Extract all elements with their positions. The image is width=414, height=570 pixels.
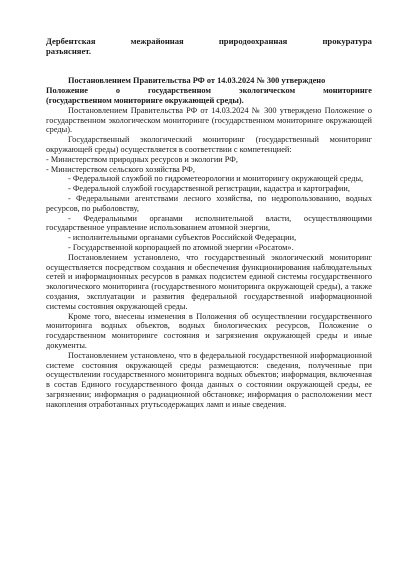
paragraph-4: Кроме того, внесены изменения в Положения об осуществлении государственного мониторинга водных объектов, водных биологических ресурсов, Положение о государственном мониторинге состояния и загрязнения окружающей среды и иные документы. [46, 311, 372, 350]
header-word-3: природоохранная [218, 36, 288, 46]
list-item: - Федеральными агентствами лесного хозяйства, по недропользованию, водных ресурсов, по рыболовству, [46, 193, 372, 213]
header-word-2: межрайонная [130, 36, 184, 46]
title-word-2: о [115, 85, 121, 95]
header-word-4: прокуратура [322, 36, 372, 46]
list-item: - Федеральной службой по гидрометеорологии и мониторингу окружающей среды, [68, 174, 364, 184]
list-item: - Министерством природных ресурсов и экологии РФ, [46, 154, 238, 164]
header-line-2: разъясняет. [46, 46, 91, 57]
title-line-1: Постановлением Правительства РФ от 14.03.2024 № 300 утверждено [68, 75, 326, 85]
prosecutor-header [46, 36, 372, 57]
title-line-3: (государственном мониторинге окружающей среды). [46, 95, 244, 105]
paragraph-3: Постановлением установлено, что государственный экологический мониторинг осуществляется посредством создания и обеспечения функционирования наблюдательных сетей и информационных ресурсов в рамках подсистем единой системы государственного экологического мониторинга (государственного мониторинга окружающей среды), а также создания, эксплуатации и развития федеральной государственной информационной системы состояния окружающей среды. [46, 252, 372, 311]
title-line-2-wrap [46, 86, 372, 96]
header-line-1 [46, 36, 372, 46]
list-item: - Федеральными органами исполнительной власти, осуществляющими государственное управление использованием атомной энергии, [46, 213, 372, 233]
list-item: - Министерством сельского хозяйства РФ, [46, 164, 195, 174]
authority-list [46, 155, 372, 253]
list-item: - исполнительными органами субъектов Российской Федерации, [68, 233, 297, 243]
title-line-2 [46, 86, 372, 96]
title-word-1: Положение [46, 85, 88, 95]
list-item: - Государственной корпорацией по атомной энергии «Росатом». [68, 242, 294, 252]
header-word-1: Дербентская [46, 36, 96, 46]
decree-title [46, 76, 372, 106]
paragraph-5: Постановлением установлено, что в федеральной государственной информационной системе состояния окружающей среды размещаются: сведения, полученные при осуществлении государственного мониторинга водных объектов; информация, включенная в состав Единого государственного фонда данных о состоянии окружающей среды, ее загрязнении; информация о радиационной обстановке; информация о расположении мест накопления отработанных ртутьсодержащих ламп и иные сведения. [46, 350, 372, 409]
title-word-5: мониторинге [323, 85, 372, 95]
title-word-4: экологическом [238, 85, 296, 95]
title-word-3: государственном [148, 85, 212, 95]
paragraph-1: Постановлением Правительства РФ от 14.03.2024 № 300 утверждено Положение о государственном экологическом мониторинге (государственном мониторинге окружающей среды). [46, 105, 372, 135]
list-item: - Федеральной службой государственной регистрации, кадастра и картографии, [68, 184, 350, 194]
paragraph-2: Государственный экологический мониторинг (государственный мониторинг окружающей среды) осуществляется в соответствии с компетенцией: [46, 135, 372, 154]
